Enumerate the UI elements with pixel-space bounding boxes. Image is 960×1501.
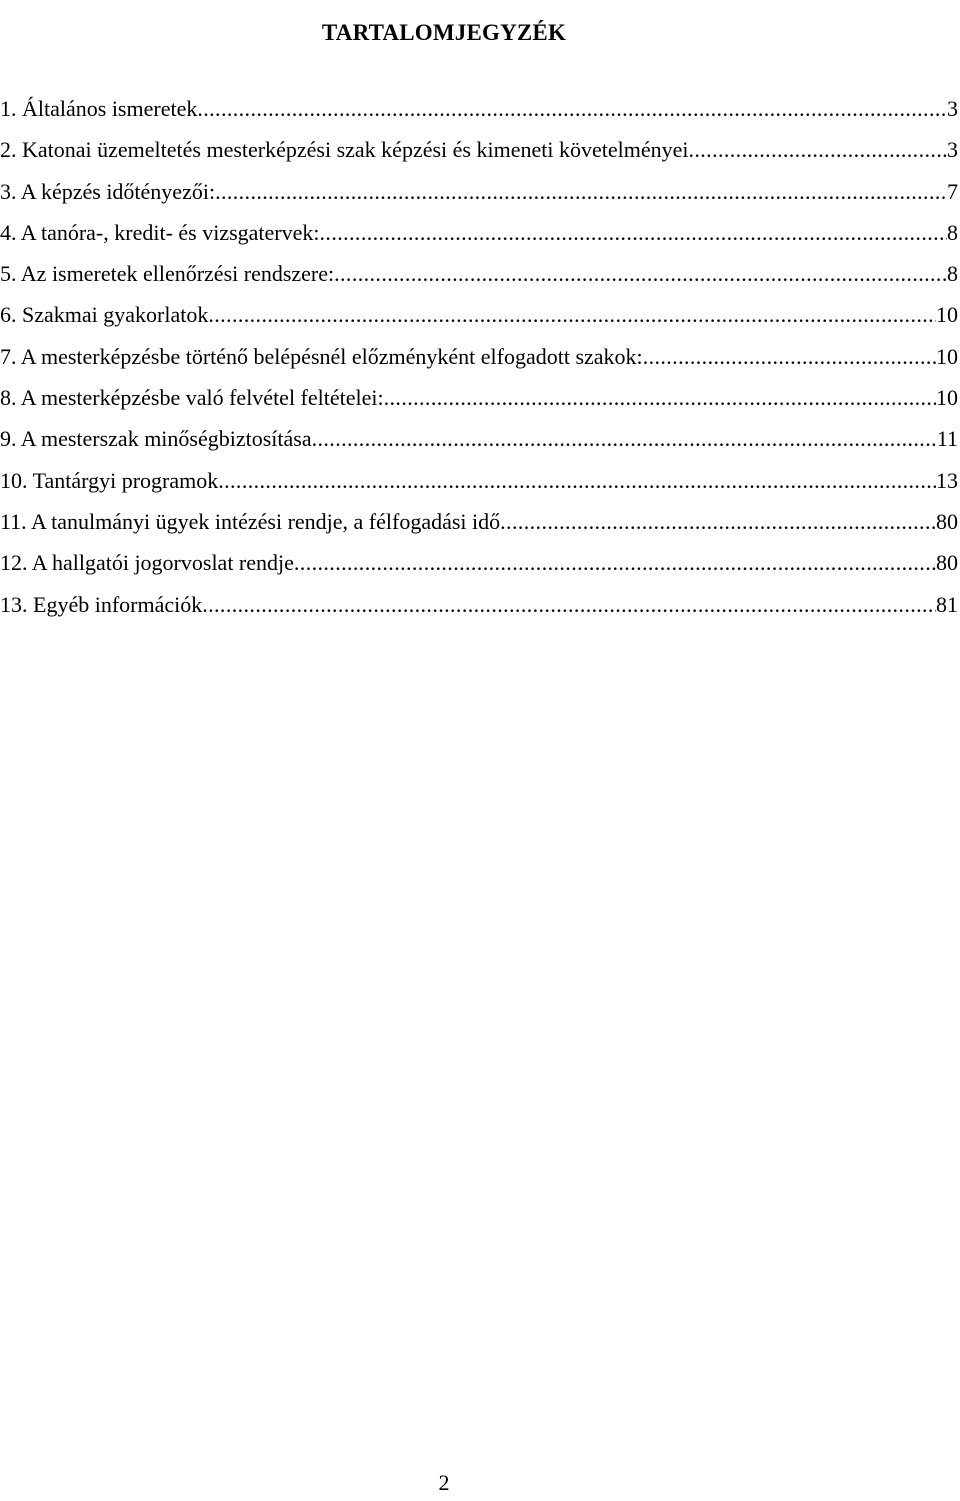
toc-leader-dots — [500, 501, 936, 542]
toc-leader-dots — [384, 377, 936, 418]
toc-entry-13[interactable] — [0, 584, 958, 625]
toc-entry-text: 6. Szakmai gyakorlatok — [0, 302, 209, 328]
toc-entry-text: 4. A tanóra-, kredit- és vizsgatervek: — [0, 219, 320, 245]
toc-entry-text: 1. Általános ismeretek — [0, 96, 198, 121]
toc-entry-text: 9. A mesterszak minőségbiztosítása — [0, 426, 312, 452]
page-number: 2 — [438, 1470, 450, 1495]
toc-entry-page: 81 — [936, 591, 958, 617]
toc-entry-5[interactable] — [0, 253, 958, 294]
toc-entry-page: 10 — [936, 385, 958, 411]
toc-leader-dots — [218, 460, 936, 501]
toc-leader-dots — [312, 418, 937, 459]
toc-entry-page: 80 — [936, 550, 958, 576]
toc-entry-page: 13 — [936, 467, 958, 493]
toc-entry-page: 7 — [947, 178, 958, 204]
toc-entry-12[interactable] — [0, 542, 958, 583]
document-title: TARTALOMJEGYZÉK — [321, 20, 567, 46]
toc-leader-dots — [334, 253, 947, 294]
toc-entry-page: 8 — [947, 219, 958, 245]
toc-leader-dots — [643, 336, 936, 377]
toc-entry-page: 10 — [936, 302, 958, 328]
toc-leader-dots — [294, 542, 936, 583]
toc-leader-dots — [197, 88, 947, 129]
toc-leader-dots — [208, 294, 936, 335]
toc-entry-page: 3 — [947, 137, 958, 163]
toc-entry-text: 7. A mesterképzésbe történő belépésnél előzményként elfogadott szakok: — [0, 343, 643, 369]
toc-entry-3[interactable] — [0, 171, 958, 212]
toc-entry-7[interactable] — [0, 336, 958, 377]
toc-entry-page: 80 — [936, 508, 958, 534]
toc-entry-text: 8. A mesterképzésbe való felvétel feltételei: — [0, 385, 384, 411]
toc-entry-11[interactable] — [0, 501, 958, 542]
toc-entry-page: 3 — [947, 96, 958, 121]
toc-entry-text: 10. Tantárgyi programok — [0, 467, 219, 493]
toc-entry-text: 2. Katonai üzemeltetés mesterképzési szak képzési és kimeneti követelményei — [0, 137, 689, 163]
toc-leader-dots — [688, 129, 947, 170]
toc-entry-8[interactable] — [0, 377, 958, 418]
toc-leader-dots — [215, 171, 947, 212]
table-of-contents — [0, 88, 958, 625]
toc-entry-text: 12. A hallgatói jogorvoslat rendje — [0, 550, 294, 576]
toc-leader-dots — [202, 584, 936, 625]
toc-entry-4[interactable] — [0, 212, 958, 253]
toc-entry-text: 13. Egyéb információk — [0, 591, 203, 617]
toc-entry-10[interactable] — [0, 460, 958, 501]
toc-entry-6[interactable] — [0, 294, 958, 335]
toc-entry-9[interactable] — [0, 418, 958, 459]
toc-entry-2[interactable] — [0, 129, 958, 170]
toc-entry-page: 11 — [936, 426, 958, 452]
toc-entry-text: 5. Az ismeretek ellenőrzési rendszere: — [0, 261, 335, 287]
toc-entry-page: 10 — [936, 343, 958, 369]
toc-entry-text: 3. A képzés időtényezői: — [0, 178, 216, 204]
toc-leader-dots — [320, 212, 947, 253]
toc-entry-text: 11. A tanulmányi ügyek intézési rendje, a félfogadási idő — [0, 508, 501, 534]
toc-entry-page: 8 — [947, 261, 958, 287]
toc-entry-1[interactable] — [0, 88, 958, 129]
